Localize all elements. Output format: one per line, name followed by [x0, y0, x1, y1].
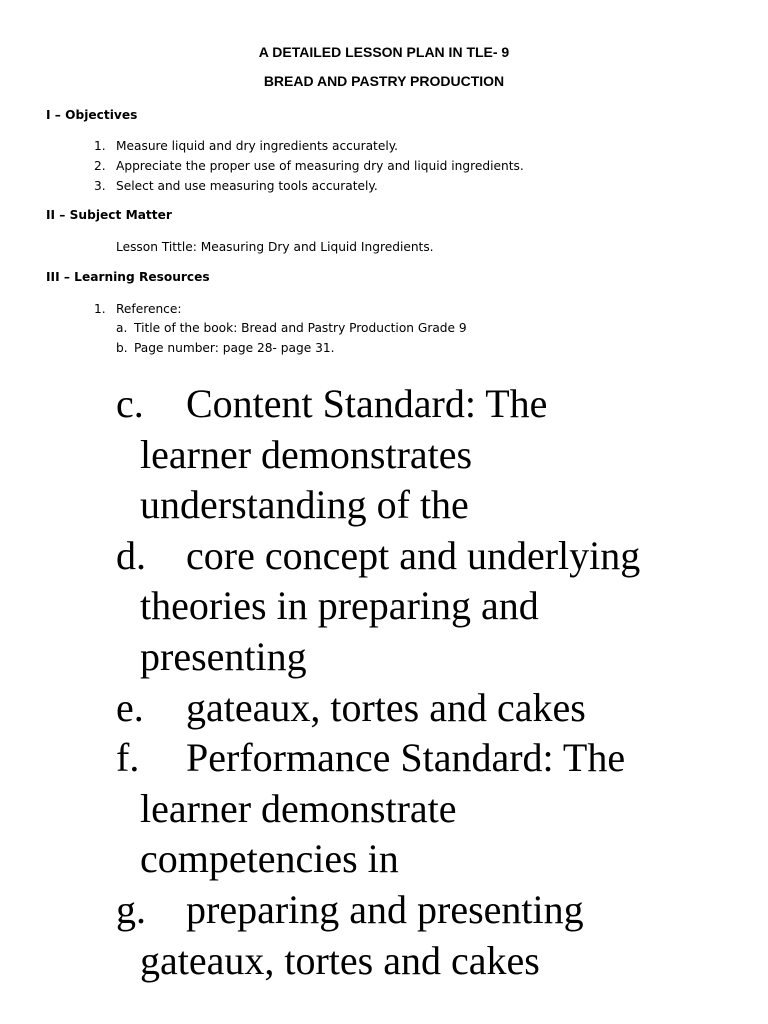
- reference-number: 1.: [94, 302, 106, 316]
- standard-line: Content Standard: The: [186, 381, 548, 426]
- standard-item: [116, 733, 756, 885]
- objective-number: 3.: [94, 179, 106, 193]
- document-title: A DETAILED LESSON PLAN IN TLE- 9: [258, 44, 510, 60]
- reference-label: Reference:: [116, 302, 182, 316]
- lesson-title: Lesson Tittle: Measuring Dry and Liquid Ingredients.: [116, 240, 434, 254]
- standard-item: [116, 379, 756, 531]
- objective-text: Select and use measuring tools accurately.: [116, 179, 378, 193]
- objective-text: Measure liquid and dry ingredients accurately.: [116, 139, 399, 153]
- standards-list: [116, 379, 756, 986]
- standard-item: [116, 885, 756, 986]
- standard-item: [116, 683, 756, 734]
- standard-line: understanding of the: [140, 482, 469, 528]
- standard-marker: g.: [116, 886, 146, 932]
- document-subtitle: BREAD AND PASTRY PRODUCTION: [263, 73, 505, 89]
- standard-marker: f.: [116, 735, 140, 781]
- standard-line: core concept and underlying: [186, 532, 641, 578]
- objectives-heading: I – Objectives: [46, 108, 138, 122]
- reference-sub-marker: b.: [116, 341, 128, 355]
- objective-number: 1.: [94, 139, 106, 153]
- standard-line: learner demonstrates: [140, 431, 473, 477]
- subject-matter-heading: II – Subject Matter: [46, 208, 172, 222]
- objective-number: 2.: [94, 159, 106, 173]
- standard-marker: d.: [116, 532, 146, 578]
- standard-item: [116, 531, 756, 683]
- standard-line: theories in preparing and: [140, 583, 539, 629]
- standard-line: gateaux, tortes and cakes: [186, 684, 586, 730]
- standard-line: competencies in: [140, 836, 399, 882]
- reference-sub-text: Title of the book: Bread and Pastry Production Grade 9: [134, 321, 467, 335]
- reference-sub-marker: a.: [116, 321, 128, 335]
- standard-marker: c.: [116, 381, 144, 426]
- standard-marker: e.: [116, 684, 144, 730]
- learning-resources-heading: III – Learning Resources: [46, 270, 210, 284]
- standard-line: gateaux, tortes and cakes: [140, 937, 540, 983]
- standard-line: Performance Standard: The: [186, 735, 626, 781]
- standard-line: learner demonstrate: [140, 785, 457, 831]
- reference-sub-text: Page number: page 28- page 31.: [134, 341, 335, 355]
- standard-line: presenting: [140, 633, 307, 679]
- standard-line: preparing and presenting: [186, 886, 584, 932]
- objective-text: Appreciate the proper use of measuring dry and liquid ingredients.: [116, 159, 524, 173]
